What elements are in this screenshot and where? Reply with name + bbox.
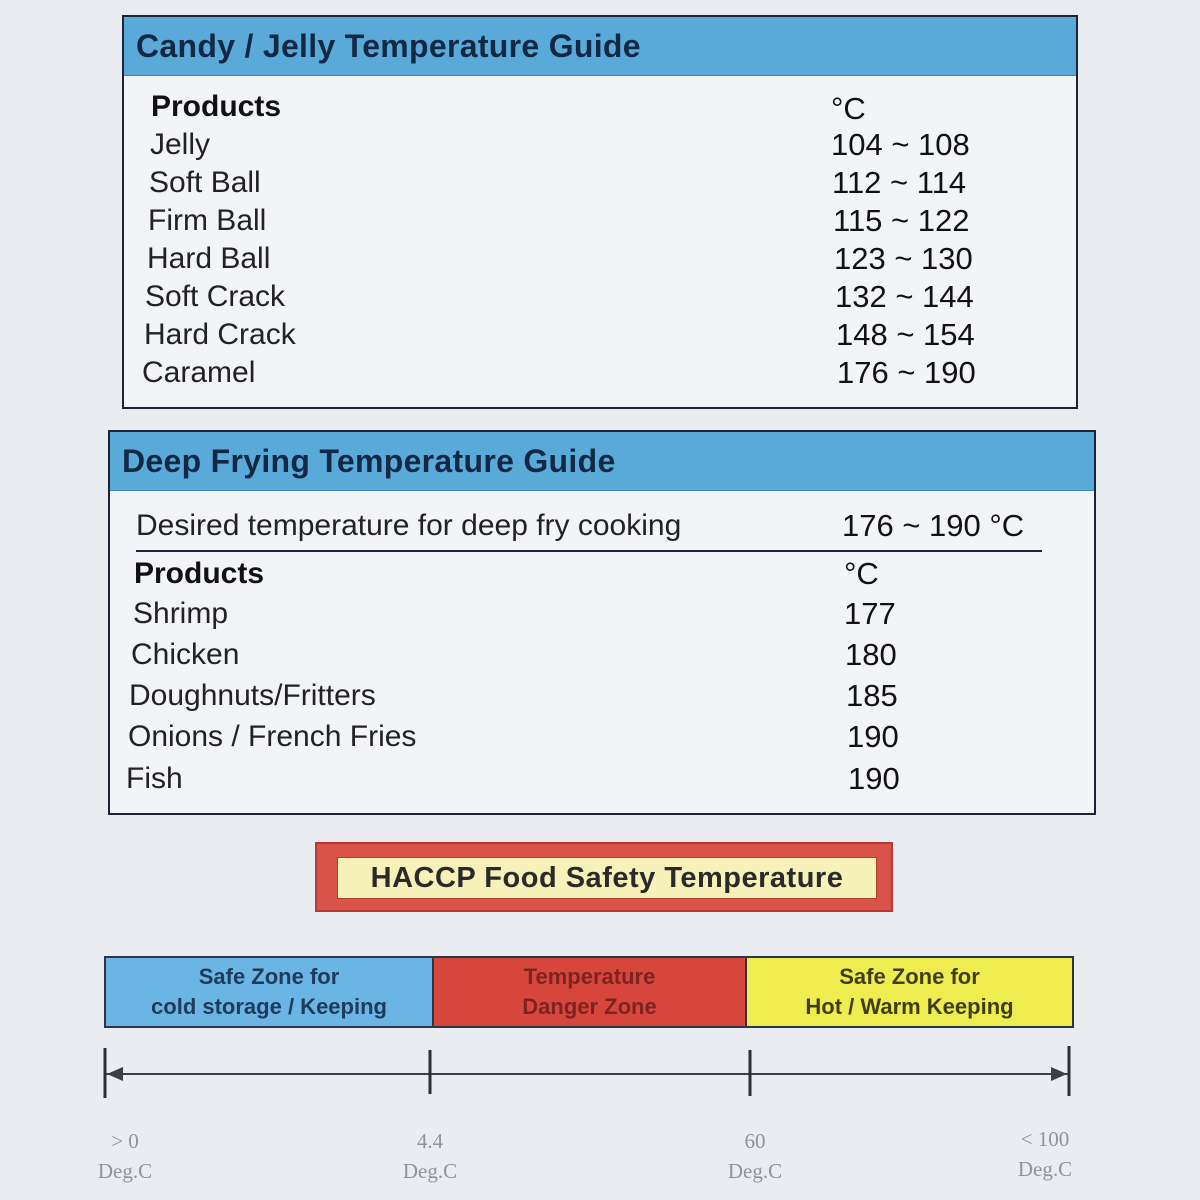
- candy-col-products: Products: [151, 90, 282, 123]
- zone-danger-line2: Danger Zone: [522, 994, 657, 1019]
- fry-row-product: Doughnuts/Fritters: [129, 679, 376, 712]
- zone-hot-line1: Safe Zone for: [839, 964, 980, 989]
- candy-row-product: Firm Ball: [148, 204, 267, 237]
- haccp-title: HACCP Food Safety Temperature: [337, 857, 877, 899]
- axis-left-arrow-icon: [107, 1067, 123, 1081]
- tick-label-60: [715, 1126, 795, 1186]
- temperature-zones-bar: [104, 956, 1074, 1028]
- candy-row-temp: 132 ~ 144: [835, 279, 974, 314]
- candy-row-temp: 115 ~ 122: [833, 203, 970, 238]
- candy-row-product: Soft Ball: [149, 166, 261, 199]
- fry-row-temp: 190: [848, 761, 900, 796]
- deep-fry-guide-panel: [108, 430, 1096, 815]
- candy-row-temp: 112 ~ 114: [832, 165, 967, 200]
- fry-row-temp: 190: [847, 719, 899, 754]
- candy-guide-title: Candy / Jelly Temperature Guide: [124, 17, 1076, 76]
- fry-row-product: Onions / French Fries: [128, 720, 417, 753]
- candy-row-product: Caramel: [142, 356, 256, 389]
- fry-row-product: Shrimp: [133, 597, 229, 630]
- fry-row-product: Chicken: [131, 638, 240, 671]
- divider: [136, 550, 1042, 552]
- candy-row-product: Hard Crack: [144, 318, 296, 351]
- candy-row-temp: 148 ~ 154: [836, 317, 975, 352]
- candy-row-temp: 104 ~ 108: [831, 127, 970, 162]
- candy-guide-panel: [122, 15, 1078, 409]
- candy-row-temp: 176 ~ 190: [837, 355, 976, 390]
- zone-cold-storage: [106, 958, 434, 1026]
- tick-label-4-4: [390, 1126, 470, 1186]
- zone-cold-line2: cold storage / Keeping: [151, 994, 387, 1019]
- tick-unit: Deg.C: [1017, 1157, 1073, 1181]
- tick-unit: Deg.C: [727, 1159, 783, 1183]
- fry-row-temp: 180: [845, 637, 897, 672]
- fry-row-temp: 177: [844, 596, 896, 631]
- tick-value: > 0: [111, 1129, 139, 1153]
- zone-hot-line2: Hot / Warm Keeping: [805, 994, 1014, 1019]
- fry-row-product: Fish: [126, 762, 183, 795]
- fry-col-unit: °C: [844, 556, 879, 591]
- tick-unit: Deg.C: [97, 1159, 153, 1183]
- zone-danger-line1: Temperature: [523, 964, 656, 989]
- candy-col-unit: °C: [831, 91, 866, 126]
- candy-row-product: Hard Ball: [147, 242, 271, 275]
- fry-row-temp: 185: [846, 678, 898, 713]
- tick-label-0: [90, 1126, 160, 1186]
- tick-value: 4.4: [416, 1129, 444, 1153]
- zone-hot-keeping: [747, 958, 1072, 1026]
- desired-temp-value: 176 ~ 190 °C: [842, 508, 1025, 543]
- tick-value: 60: [744, 1129, 766, 1153]
- axis-right-arrow-icon: [1051, 1067, 1067, 1081]
- tick-unit: Deg.C: [402, 1159, 458, 1183]
- candy-row-product: Soft Crack: [145, 280, 286, 313]
- desired-temp-label: Desired temperature for deep fry cooking: [136, 509, 682, 542]
- tick-value: < 100: [1020, 1127, 1070, 1151]
- zone-cold-line1: Safe Zone for: [198, 964, 340, 989]
- haccp-banner: [315, 842, 893, 912]
- fry-col-products: Products: [134, 557, 265, 590]
- candy-row-product: Jelly: [150, 128, 211, 161]
- deep-fry-guide-title: Deep Frying Temperature Guide: [110, 432, 1094, 491]
- temperature-axis: [95, 1040, 1085, 1110]
- zone-danger: [434, 958, 747, 1026]
- candy-row-temp: 123 ~ 130: [834, 241, 973, 276]
- tick-label-100: [1000, 1124, 1090, 1184]
